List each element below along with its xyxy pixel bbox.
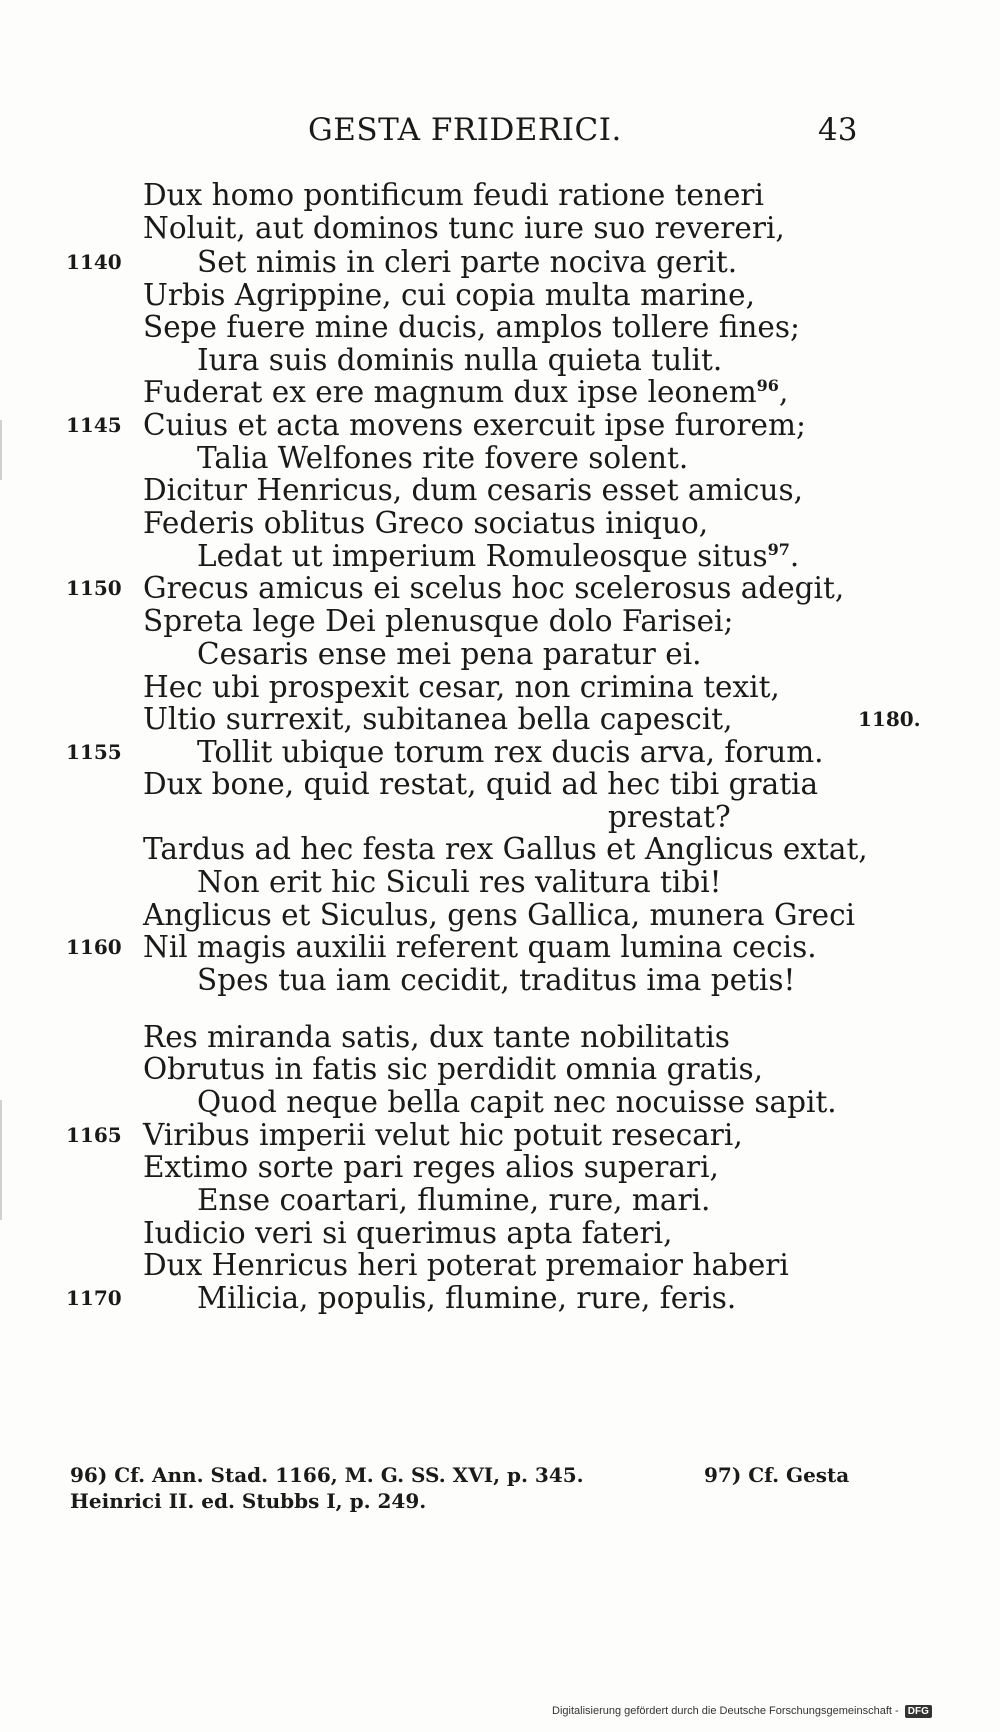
verse-line	[0, 473, 1000, 508]
verse-line	[0, 1085, 1000, 1120]
verse-line	[0, 343, 1000, 378]
line-number: 1165	[66, 1123, 122, 1147]
verse-text	[143, 1150, 719, 1185]
verse-words: prestat?	[608, 800, 731, 834]
verse-line	[0, 1052, 1000, 1087]
verse-words: Urbis Agrippine, cui copia multa marine,	[143, 278, 755, 312]
verse-words: Tardus ad hec festa rex Gallus et Anglicus extat,	[143, 832, 868, 866]
verse-words: Hec ubi prospexit cesar, non crimina texit,	[143, 670, 780, 704]
footnotes	[70, 1462, 920, 1514]
verse-line	[0, 310, 1000, 345]
verse-text	[197, 735, 824, 770]
verse-text	[143, 310, 800, 345]
verse-line	[0, 441, 1000, 476]
scan-edge-mark	[0, 420, 2, 480]
verse-words: Sepe fuere mine ducis, amplos tollere fines;	[143, 310, 800, 344]
verse-words: Viribus imperii velut hic potuit resecari,	[143, 1118, 743, 1152]
footnote-ref: 96	[756, 376, 779, 396]
verse-line	[0, 408, 1000, 443]
verse-words: Tollit ubique torum rex ducis arva, forum.	[197, 735, 824, 769]
verse-line	[0, 898, 1000, 933]
verse-line	[0, 539, 1000, 574]
verse-text	[143, 1118, 743, 1153]
verse-words: Quod neque bella capit nec nocuisse sapit.	[197, 1085, 837, 1119]
verse-text	[608, 800, 731, 835]
verse-text	[143, 604, 733, 639]
verse-line	[0, 1248, 1000, 1283]
verse-words: Nil magis auxilii referent quam lumina cecis.	[143, 930, 817, 964]
verse-text	[143, 767, 818, 802]
verse-line	[0, 178, 1000, 213]
verse-text	[197, 1281, 736, 1316]
verse-text	[143, 375, 788, 410]
verse-words: Dux bone, quid restat, quid ad hec tibi gratia	[143, 767, 819, 801]
line-number: 1140	[66, 250, 122, 274]
verse-text	[197, 637, 702, 672]
verse-words: Extimo sorte pari reges alios superari,	[143, 1150, 719, 1184]
verse-text	[143, 1216, 672, 1251]
scan-edge-mark	[0, 1100, 2, 1220]
verse-text	[143, 832, 868, 867]
verse-line	[0, 637, 1000, 672]
verse-line	[0, 1281, 1000, 1316]
verse-words: Cuius et acta movens exercuit ipse furorem;	[143, 408, 806, 442]
verse-words: Talia Welfones rite fovere solent.	[197, 441, 689, 475]
verse-line	[0, 571, 1000, 606]
line-number: 1170	[66, 1286, 122, 1310]
verse-words: Anglicus et Siculus, gens Gallica, munera Greci	[143, 898, 856, 932]
verse-words: Noluit, aut dominos tunc iure suo revereri,	[143, 211, 785, 245]
page-number: 43	[818, 112, 858, 148]
verse-text	[197, 539, 799, 574]
verse-words: Fuderat ex ere magnum dux ipse leonem	[143, 375, 757, 409]
verse-line	[0, 800, 1000, 835]
verse-text	[143, 898, 855, 933]
verse-line	[0, 767, 1000, 802]
line-number: 1145	[66, 413, 122, 437]
verse-line	[0, 865, 1000, 900]
verse-line	[0, 670, 1000, 705]
verse-words: Dux Henricus heri poterat premaior haberi	[143, 1248, 789, 1282]
footnote-97-continued: Heinrici II. ed. Stubbs I, p. 249.	[70, 1489, 427, 1513]
verse-line	[0, 1183, 1000, 1218]
verse-line	[0, 930, 1000, 965]
verse-words: Set nimis in cleri parte nociva gerit.	[197, 245, 738, 279]
verse-line	[0, 1118, 1000, 1153]
footnote-line	[70, 1488, 920, 1514]
line-number: 1160	[66, 935, 122, 959]
verse-text	[143, 408, 806, 443]
footnote-97: 97) Cf. Gesta	[704, 1463, 850, 1487]
verse-text	[143, 178, 764, 213]
verse-words: Milicia, populis, flumine, rure, feris.	[197, 1281, 737, 1315]
verse-words: Obrutus in fatis sic perdidit omnia gratis,	[143, 1052, 763, 1086]
verse-text	[197, 865, 722, 900]
verse-text	[197, 1085, 837, 1120]
verse-line	[0, 278, 1000, 313]
verse-text	[143, 670, 780, 705]
verse-punctuation: .	[789, 539, 800, 573]
verse-line	[0, 506, 1000, 541]
footnote-96: 96) Cf. Ann. Stad. 1166, M. G. SS. XVI, p. 345.	[70, 1463, 584, 1487]
dfg-logo: DFG	[905, 1705, 932, 1718]
verse-words: Dux homo pontificum feudi ratione teneri	[143, 178, 764, 212]
verse-text	[197, 1183, 710, 1218]
verse-line	[0, 1150, 1000, 1185]
verse-words: Iudicio veri si querimus apta fateri,	[143, 1216, 673, 1250]
verse-words: Grecus amicus ei scelus hoc scelerosus adegit,	[143, 571, 845, 605]
verse-text	[197, 245, 737, 280]
verse-line	[0, 1216, 1000, 1251]
verse-words: Ultio surrexit, subitanea bella capescit,	[143, 702, 733, 736]
verse-text	[143, 571, 844, 606]
verse-text	[197, 441, 688, 476]
footnote-ref: 97	[767, 540, 790, 560]
verse-text	[143, 930, 817, 965]
verse-text	[143, 211, 785, 246]
verse-text	[143, 1020, 730, 1055]
verse-text	[197, 343, 722, 378]
verse-text	[143, 1052, 763, 1087]
margin-year: 1180.	[858, 707, 921, 731]
footnote-line	[70, 1462, 920, 1488]
verse-words: Cesaris ense mei pena paratur ei.	[197, 637, 702, 671]
verse-words: Ledat ut imperium Romuleosque situs	[197, 539, 768, 573]
verse-text	[143, 506, 708, 541]
verse-line	[0, 963, 1000, 998]
footer-text: Digitalisierung gefördert durch die Deutsche Forschungsgemeinschaft -	[552, 1705, 899, 1717]
verse-line	[0, 702, 1000, 737]
line-number: 1155	[66, 740, 122, 764]
verse-line	[0, 735, 1000, 770]
verse-text	[143, 473, 803, 508]
verse-words: Spes tua iam cecidit, traditus ima petis!	[197, 963, 796, 997]
verse-line	[0, 604, 1000, 639]
verse-text	[143, 278, 755, 313]
verse-punctuation: ,	[778, 375, 789, 409]
digitization-footer	[552, 1705, 932, 1718]
running-title: GESTA FRIDERICI.	[308, 112, 622, 148]
verse-text	[143, 1248, 789, 1283]
verse-line	[0, 245, 1000, 280]
verse-line	[0, 211, 1000, 246]
verse-line	[0, 375, 1000, 410]
running-header	[0, 112, 1000, 152]
verse-line	[0, 1020, 1000, 1055]
verse-words: Res miranda satis, dux tante nobilitatis	[143, 1020, 730, 1054]
verse-words: Federis oblitus Greco sociatus iniquo,	[143, 506, 709, 540]
verse-words: Ense coartari, flumine, rure, mari.	[197, 1183, 711, 1217]
verse-words: Dicitur Henricus, dum cesaris esset amicus,	[143, 473, 803, 507]
verse-text	[143, 702, 732, 737]
verse-words: Spreta lege Dei plenusque dolo Farisei;	[143, 604, 734, 638]
verse-words: Iura suis dominis nulla quieta tulit.	[197, 343, 723, 377]
verse-words: Non erit hic Siculi res valitura tibi!	[197, 865, 722, 899]
verse-text	[197, 963, 795, 998]
verse-line	[0, 832, 1000, 867]
line-number: 1150	[66, 576, 122, 600]
